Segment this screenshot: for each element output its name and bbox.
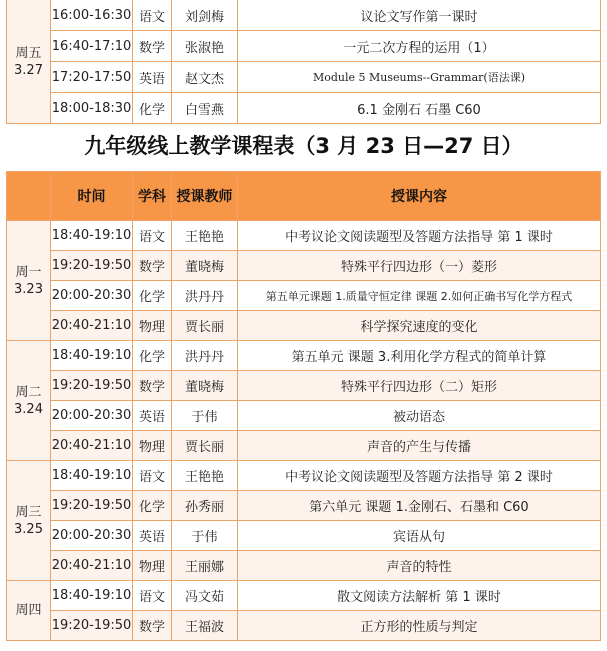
subject-cell: 语文 xyxy=(133,0,172,31)
subject-cell: 化学 xyxy=(133,491,172,521)
content-cell: Module 5 Museums--Grammar(语法课) xyxy=(238,62,601,93)
subject-cell: 数学 xyxy=(133,31,172,62)
table-row xyxy=(7,341,601,371)
teacher-cell: 张淑艳 xyxy=(172,31,238,62)
content-cell: 科学探究速度的变化 xyxy=(238,311,601,341)
content-cell: 第五单元 课题 3.利用化学方程式的简单计算 xyxy=(238,341,601,371)
teacher-cell: 于伟 xyxy=(172,521,238,551)
content-cell: 中考议论文阅读题型及答题方法指导 第 1 课时 xyxy=(238,221,601,251)
table-row xyxy=(7,491,601,521)
day-label: 周二 xyxy=(15,384,42,400)
content-cell: 议论文写作第一课时 xyxy=(238,0,601,31)
header-day xyxy=(7,172,51,221)
content-cell: 第五单元课题 1.质量守恒定律 课题 2.如何正确书写化学方程式 xyxy=(238,281,601,311)
day-date: 3.24 xyxy=(14,401,43,417)
day-label: 周四 xyxy=(15,603,42,618)
table-row xyxy=(7,401,601,431)
subject-cell: 数学 xyxy=(133,251,172,281)
table-row xyxy=(7,311,601,341)
content-cell: 被动语态 xyxy=(238,401,601,431)
table-row xyxy=(7,551,601,581)
teacher-cell: 刘剑梅 xyxy=(172,0,238,31)
teacher-cell: 洪丹丹 xyxy=(172,281,238,311)
teacher-cell: 王艳艳 xyxy=(172,461,238,491)
time-cell: 20:40-21:10 xyxy=(51,431,133,461)
header-content: 授课内容 xyxy=(238,172,601,221)
teacher-cell: 冯文茹 xyxy=(172,581,238,611)
table-row xyxy=(7,431,601,461)
content-cell: 特殊平行四边形（一）菱形 xyxy=(238,251,601,281)
content-cell: 6.1 金刚石 石墨 C60 xyxy=(238,93,601,124)
table-row xyxy=(7,251,601,281)
time-cell: 20:00-20:30 xyxy=(51,281,133,311)
table-row xyxy=(7,62,601,93)
teacher-cell: 董晓梅 xyxy=(172,371,238,401)
content-cell: 声音的产生与传播 xyxy=(238,431,601,461)
teacher-cell: 王丽娜 xyxy=(172,551,238,581)
table-row xyxy=(7,521,601,551)
day-cell xyxy=(7,0,51,124)
weekly-schedule-table xyxy=(6,171,601,641)
content-cell: 特殊平行四边形（二）矩形 xyxy=(238,371,601,401)
time-cell: 18:40-19:10 xyxy=(51,221,133,251)
time-cell: 18:00-18:30 xyxy=(51,93,133,124)
table-row xyxy=(7,281,601,311)
teacher-cell: 贾长丽 xyxy=(172,311,238,341)
subject-cell: 语文 xyxy=(133,461,172,491)
subject-cell: 语文 xyxy=(133,581,172,611)
teacher-cell: 董晓梅 xyxy=(172,251,238,281)
friday-schedule-table xyxy=(6,0,601,124)
subject-cell: 英语 xyxy=(133,521,172,551)
table-row xyxy=(7,461,601,491)
content-cell: 一元二次方程的运用（1） xyxy=(238,31,601,62)
content-cell: 声音的特性 xyxy=(238,551,601,581)
time-cell: 16:40-17:10 xyxy=(51,31,133,62)
table-row xyxy=(7,371,601,401)
header-teacher: 授课教师 xyxy=(172,172,238,221)
table-row xyxy=(7,31,601,62)
time-cell: 19:20-19:50 xyxy=(51,371,133,401)
time-cell: 20:40-21:10 xyxy=(51,311,133,341)
teacher-cell: 白雪燕 xyxy=(172,93,238,124)
time-cell: 18:40-19:10 xyxy=(51,341,133,371)
table-row xyxy=(7,0,601,31)
teacher-cell: 洪丹丹 xyxy=(172,341,238,371)
subject-cell: 物理 xyxy=(133,551,172,581)
subject-cell: 英语 xyxy=(133,62,172,93)
teacher-cell: 王福波 xyxy=(172,611,238,641)
time-cell: 20:00-20:30 xyxy=(51,521,133,551)
content-cell: 散文阅读方法解析 第 1 课时 xyxy=(238,581,601,611)
day-date: 3.25 xyxy=(14,521,43,537)
schedule-title: 九年级线上教学课程表（3 月 23 日—27 日） xyxy=(84,134,523,158)
content-cell: 中考议论文阅读题型及答题方法指导 第 2 课时 xyxy=(238,461,601,491)
header-subject: 学科 xyxy=(133,172,172,221)
table-header-row xyxy=(7,172,601,221)
content-cell: 正方形的性质与判定 xyxy=(238,611,601,641)
teacher-cell: 赵文杰 xyxy=(172,62,238,93)
subject-cell: 数学 xyxy=(133,371,172,401)
table-row xyxy=(7,611,601,641)
time-cell: 18:40-19:10 xyxy=(51,581,133,611)
subject-cell: 语文 xyxy=(133,221,172,251)
subject-cell: 数学 xyxy=(133,611,172,641)
day-cell xyxy=(7,221,51,341)
subject-cell: 英语 xyxy=(133,401,172,431)
header-time: 时间 xyxy=(51,172,133,221)
time-cell: 18:40-19:10 xyxy=(51,461,133,491)
subject-cell: 物理 xyxy=(133,431,172,461)
day-cell xyxy=(7,341,51,461)
table-row xyxy=(7,93,601,124)
teacher-cell: 王艳艳 xyxy=(172,221,238,251)
day-date: 3.23 xyxy=(14,281,43,297)
time-cell: 20:00-20:30 xyxy=(51,401,133,431)
subject-cell: 化学 xyxy=(133,281,172,311)
day-date: 3.27 xyxy=(14,62,43,78)
day-cell xyxy=(7,581,51,641)
teacher-cell: 于伟 xyxy=(172,401,238,431)
table-row xyxy=(7,221,601,251)
teacher-cell: 贾长丽 xyxy=(172,431,238,461)
subject-cell: 化学 xyxy=(133,93,172,124)
day-label: 周五 xyxy=(15,45,42,61)
subject-cell: 物理 xyxy=(133,311,172,341)
time-cell: 19:20-19:50 xyxy=(51,491,133,521)
table-row xyxy=(7,581,601,611)
content-cell: 宾语从句 xyxy=(238,521,601,551)
subject-cell: 化学 xyxy=(133,341,172,371)
teacher-cell: 孙秀丽 xyxy=(172,491,238,521)
day-label: 周一 xyxy=(15,264,42,280)
day-label: 周三 xyxy=(15,504,42,520)
time-cell: 19:20-19:50 xyxy=(51,611,133,641)
time-cell: 16:00-16:30 xyxy=(51,0,133,31)
content-cell: 第六单元 课题 1.金刚石、石墨和 C60 xyxy=(238,491,601,521)
day-cell xyxy=(7,461,51,581)
time-cell: 17:20-17:50 xyxy=(51,62,133,93)
time-cell: 19:20-19:50 xyxy=(51,251,133,281)
time-cell: 20:40-21:10 xyxy=(51,551,133,581)
